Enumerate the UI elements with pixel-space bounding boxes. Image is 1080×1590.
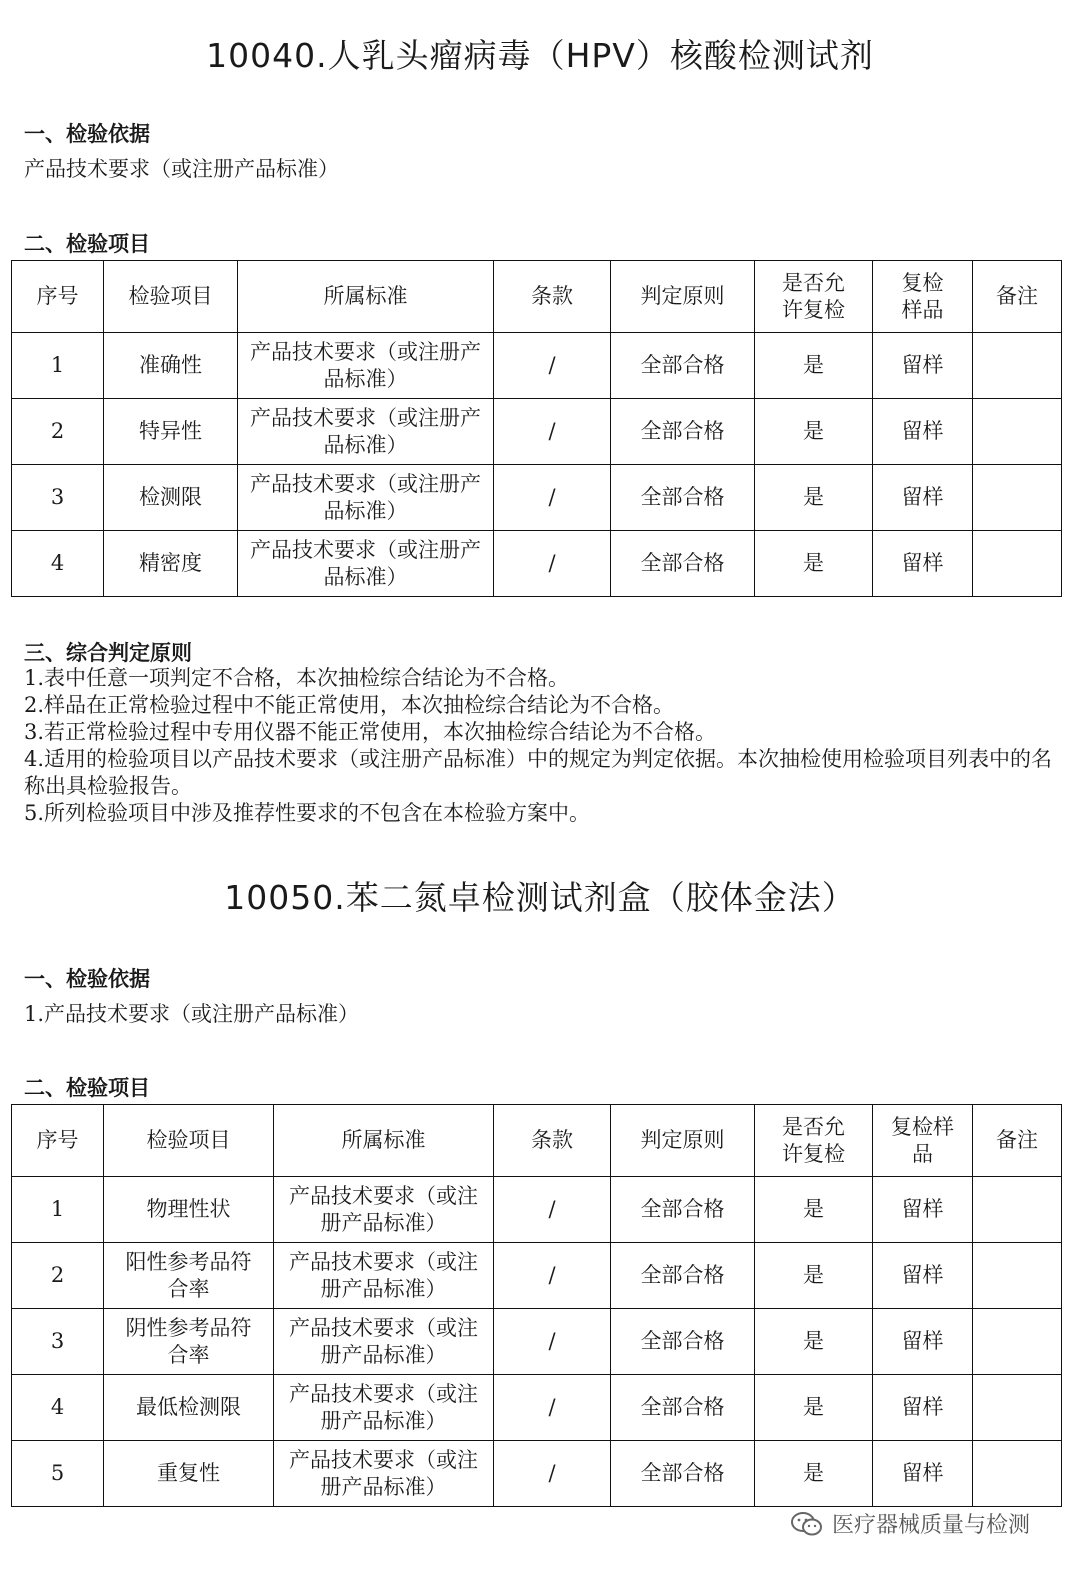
cell-item: 阴性参考品符合率 bbox=[104, 1309, 274, 1375]
cell-sample: 留样 bbox=[873, 1441, 973, 1507]
section-1-rules bbox=[24, 665, 1064, 827]
table-row bbox=[12, 531, 1062, 597]
cell-sample: 留样 bbox=[873, 1177, 973, 1243]
cell-principle: 全部合格 bbox=[611, 333, 755, 399]
section-2-basis-text: 1.产品技术要求（或注册产品标准） bbox=[24, 1002, 360, 1026]
cell-standard: 产品技术要求（或注册产品标准） bbox=[274, 1309, 494, 1375]
section-1-basis-text: 产品技术要求（或注册产品标准） bbox=[24, 157, 339, 181]
cell-standard: 产品技术要求（或注册产品标准） bbox=[238, 399, 494, 465]
header-clause: 条款 bbox=[494, 261, 611, 333]
rule-item: 3.若正常检验过程中专用仪器不能正常使用，本次抽检综合结论为不合格。 bbox=[24, 720, 717, 744]
header-recheck: 是否允许复检 bbox=[755, 1105, 873, 1177]
rule-item: 5.所列检验项目中涉及推荐性要求的不包含在本检验方案中。 bbox=[24, 801, 591, 825]
watermark bbox=[790, 1508, 1030, 1539]
cell-recheck: 是 bbox=[755, 1309, 873, 1375]
cell-principle: 全部合格 bbox=[611, 1309, 755, 1375]
cell-clause: / bbox=[494, 333, 611, 399]
cell-recheck: 是 bbox=[755, 465, 873, 531]
cell-principle: 全部合格 bbox=[611, 1441, 755, 1507]
section-1-basis-heading: 一、检验依据 bbox=[24, 122, 150, 146]
cell-recheck: 是 bbox=[755, 399, 873, 465]
cell-item: 精密度 bbox=[104, 531, 238, 597]
header-no: 序号 bbox=[12, 1105, 104, 1177]
header-standard: 所属标准 bbox=[238, 261, 494, 333]
table-row bbox=[12, 1243, 1062, 1309]
cell-no: 1 bbox=[12, 1177, 104, 1243]
cell-remark bbox=[973, 1309, 1062, 1375]
cell-item: 物理性状 bbox=[104, 1177, 274, 1243]
cell-standard: 产品技术要求（或注册产品标准） bbox=[274, 1441, 494, 1507]
cell-no: 2 bbox=[12, 1243, 104, 1309]
cell-no: 2 bbox=[12, 399, 104, 465]
section-1-inspection-table bbox=[11, 260, 1062, 597]
header-principle: 判定原则 bbox=[611, 261, 755, 333]
cell-standard: 产品技术要求（或注册产品标准） bbox=[238, 465, 494, 531]
cell-clause: / bbox=[494, 465, 611, 531]
cell-recheck: 是 bbox=[755, 531, 873, 597]
table-row bbox=[12, 465, 1062, 531]
table-header-row bbox=[12, 261, 1062, 333]
cell-remark bbox=[973, 531, 1062, 597]
cell-sample: 留样 bbox=[873, 531, 973, 597]
cell-clause: / bbox=[494, 531, 611, 597]
cell-recheck: 是 bbox=[755, 1375, 873, 1441]
cell-no: 5 bbox=[12, 1441, 104, 1507]
cell-standard: 产品技术要求（或注册产品标准） bbox=[274, 1375, 494, 1441]
wechat-icon bbox=[790, 1511, 824, 1537]
cell-principle: 全部合格 bbox=[611, 465, 755, 531]
cell-remark bbox=[973, 1177, 1062, 1243]
cell-standard: 产品技术要求（或注册产品标准） bbox=[274, 1243, 494, 1309]
cell-clause: / bbox=[494, 1177, 611, 1243]
cell-item: 准确性 bbox=[104, 333, 238, 399]
table-row bbox=[12, 333, 1062, 399]
watermark-text: 医疗器械质量与检测 bbox=[831, 1513, 1030, 1538]
table-row bbox=[12, 1441, 1062, 1507]
rule-item: 1.表中任意一项判定不合格，本次抽检综合结论为不合格。 bbox=[24, 666, 570, 690]
cell-item: 检测限 bbox=[104, 465, 238, 531]
header-remark: 备注 bbox=[973, 1105, 1062, 1177]
section-1-title: 10040.人乳头瘤病毒（HPV）核酸检测试剂 bbox=[206, 36, 874, 75]
cell-remark bbox=[973, 1243, 1062, 1309]
cell-clause: / bbox=[494, 399, 611, 465]
section-2-title: 10050.苯二氮卓检测试剂盒（胶体金法） bbox=[224, 878, 856, 917]
cell-remark bbox=[973, 399, 1062, 465]
cell-item: 重复性 bbox=[104, 1441, 274, 1507]
cell-sample: 留样 bbox=[873, 465, 973, 531]
cell-item: 阳性参考品符合率 bbox=[104, 1243, 274, 1309]
cell-no: 3 bbox=[12, 1309, 104, 1375]
cell-item: 最低检测限 bbox=[104, 1375, 274, 1441]
cell-principle: 全部合格 bbox=[611, 399, 755, 465]
cell-standard: 产品技术要求（或注册产品标准） bbox=[238, 333, 494, 399]
cell-standard: 产品技术要求（或注册产品标准） bbox=[238, 531, 494, 597]
header-principle: 判定原则 bbox=[611, 1105, 755, 1177]
cell-sample: 留样 bbox=[873, 1243, 973, 1309]
section-1-items-heading: 二、检验项目 bbox=[24, 232, 150, 256]
cell-principle: 全部合格 bbox=[611, 1375, 755, 1441]
cell-clause: / bbox=[494, 1375, 611, 1441]
rule-item: 4.适用的检验项目以产品技术要求（或注册产品标准）中的规定为判定依据。本次抽检使用检验项目列表中的名称出具检验报告。 bbox=[24, 747, 1053, 798]
section-2-items-heading: 二、检验项目 bbox=[24, 1076, 150, 1100]
cell-principle: 全部合格 bbox=[611, 1177, 755, 1243]
table-header-row bbox=[12, 1105, 1062, 1177]
cell-recheck: 是 bbox=[755, 1177, 873, 1243]
header-clause: 条款 bbox=[494, 1105, 611, 1177]
header-standard: 所属标准 bbox=[274, 1105, 494, 1177]
cell-clause: / bbox=[494, 1243, 611, 1309]
cell-remark bbox=[973, 1375, 1062, 1441]
cell-no: 3 bbox=[12, 465, 104, 531]
cell-no: 1 bbox=[12, 333, 104, 399]
table-row bbox=[12, 1177, 1062, 1243]
section-2-inspection-table bbox=[11, 1104, 1062, 1507]
header-sample: 复检样品 bbox=[873, 261, 973, 333]
cell-remark bbox=[973, 465, 1062, 531]
cell-standard: 产品技术要求（或注册产品标准） bbox=[274, 1177, 494, 1243]
header-remark: 备注 bbox=[973, 261, 1062, 333]
cell-sample: 留样 bbox=[873, 399, 973, 465]
cell-principle: 全部合格 bbox=[611, 531, 755, 597]
cell-sample: 留样 bbox=[873, 1375, 973, 1441]
section-2-basis-heading: 一、检验依据 bbox=[24, 967, 150, 991]
cell-remark bbox=[973, 333, 1062, 399]
cell-clause: / bbox=[494, 1309, 611, 1375]
cell-clause: / bbox=[494, 1441, 611, 1507]
cell-item: 特异性 bbox=[104, 399, 238, 465]
header-no: 序号 bbox=[12, 261, 104, 333]
cell-no: 4 bbox=[12, 1375, 104, 1441]
header-recheck: 是否允许复检 bbox=[755, 261, 873, 333]
cell-recheck: 是 bbox=[755, 333, 873, 399]
header-item: 检验项目 bbox=[104, 261, 238, 333]
cell-principle: 全部合格 bbox=[611, 1243, 755, 1309]
header-sample: 复检样品 bbox=[873, 1105, 973, 1177]
table-row bbox=[12, 1309, 1062, 1375]
cell-recheck: 是 bbox=[755, 1243, 873, 1309]
cell-sample: 留样 bbox=[873, 1309, 973, 1375]
cell-recheck: 是 bbox=[755, 1441, 873, 1507]
table-row bbox=[12, 399, 1062, 465]
cell-no: 4 bbox=[12, 531, 104, 597]
rule-item: 2.样品在正常检验过程中不能正常使用，本次抽检综合结论为不合格。 bbox=[24, 693, 675, 717]
table-row bbox=[12, 1375, 1062, 1441]
header-item: 检验项目 bbox=[104, 1105, 274, 1177]
cell-sample: 留样 bbox=[873, 333, 973, 399]
section-1-rules-heading: 三、综合判定原则 bbox=[24, 641, 192, 665]
cell-remark bbox=[973, 1441, 1062, 1507]
